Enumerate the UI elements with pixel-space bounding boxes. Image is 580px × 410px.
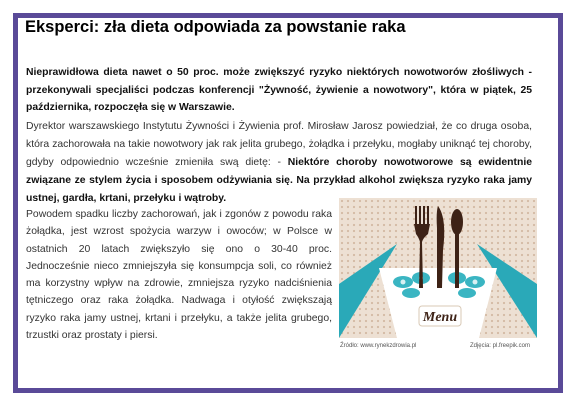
paragraph-1-text: Dyrektor warszawskiego Instytutu Żywności i Żywienia prof. Mirosław Jarosz powiedział, że co druga osoba, która zachorowała na takie nowotwory jak rak jelita grubego, żołądka i przełyku, mogłaby uniknąć tej choroby, gdyby odpowiednio wcześnie zmieniła swą dietę: - <box>26 121 532 168</box>
cutlery-menu-icon <box>339 198 537 338</box>
photo-credit: Zdjęcia: pl.freepik.com <box>469 343 530 349</box>
menu-label: Menu <box>422 310 458 325</box>
paragraph-1-quote: Niektóre choroby nowotworowe są ewidentnie związane ze stylem życia i sposobem odżywiania się. Na przykład alkohol zwiększa ryzyko raka jamy ustnej, gardła, krtani, przełyku i wątroby. <box>26 157 532 204</box>
image-credits <box>340 343 530 349</box>
article-lead: Nieprawidłowa dieta nawet o 50 proc. może zwiększyć ryzyko niektórych nowotworów złośliwych - przekonywali specjaliści podczas konferencji "Żywność, żywienie a nowotwory", która w piątek, 25 października, rozpoczęła się w Warszawie. <box>26 67 532 113</box>
article-paragraph-1 <box>26 118 532 208</box>
menu-illustration <box>339 198 537 338</box>
article-paragraph-2: Powodem spadku liczby zachorowań, jak i zgonów z powodu raka żołądka, jest wzrost spożycia warzyw i owoców; w Polsce w ostatnich 20 latach zwiększyło się ono o 30-40 proc. Jednocześnie nieco zmniejszyła się konsumpcja soli, co również ma korzystny wpływ na zdrowie, zmniejsza ryzyko nadciśnienia tętniczego oraz raka żołądka. Nadwaga i otyłość zwiększają ryzyko raka jamy ustnej, krtani i przełyku, a także jelita grubego, trzustki oraz prostaty i piersi. <box>26 209 332 342</box>
article-title: Eksperci: zła dieta odpowiada za powstanie raka <box>25 18 406 36</box>
source-credit: Źródło: www.rynekzdrowia.pl <box>340 343 417 349</box>
